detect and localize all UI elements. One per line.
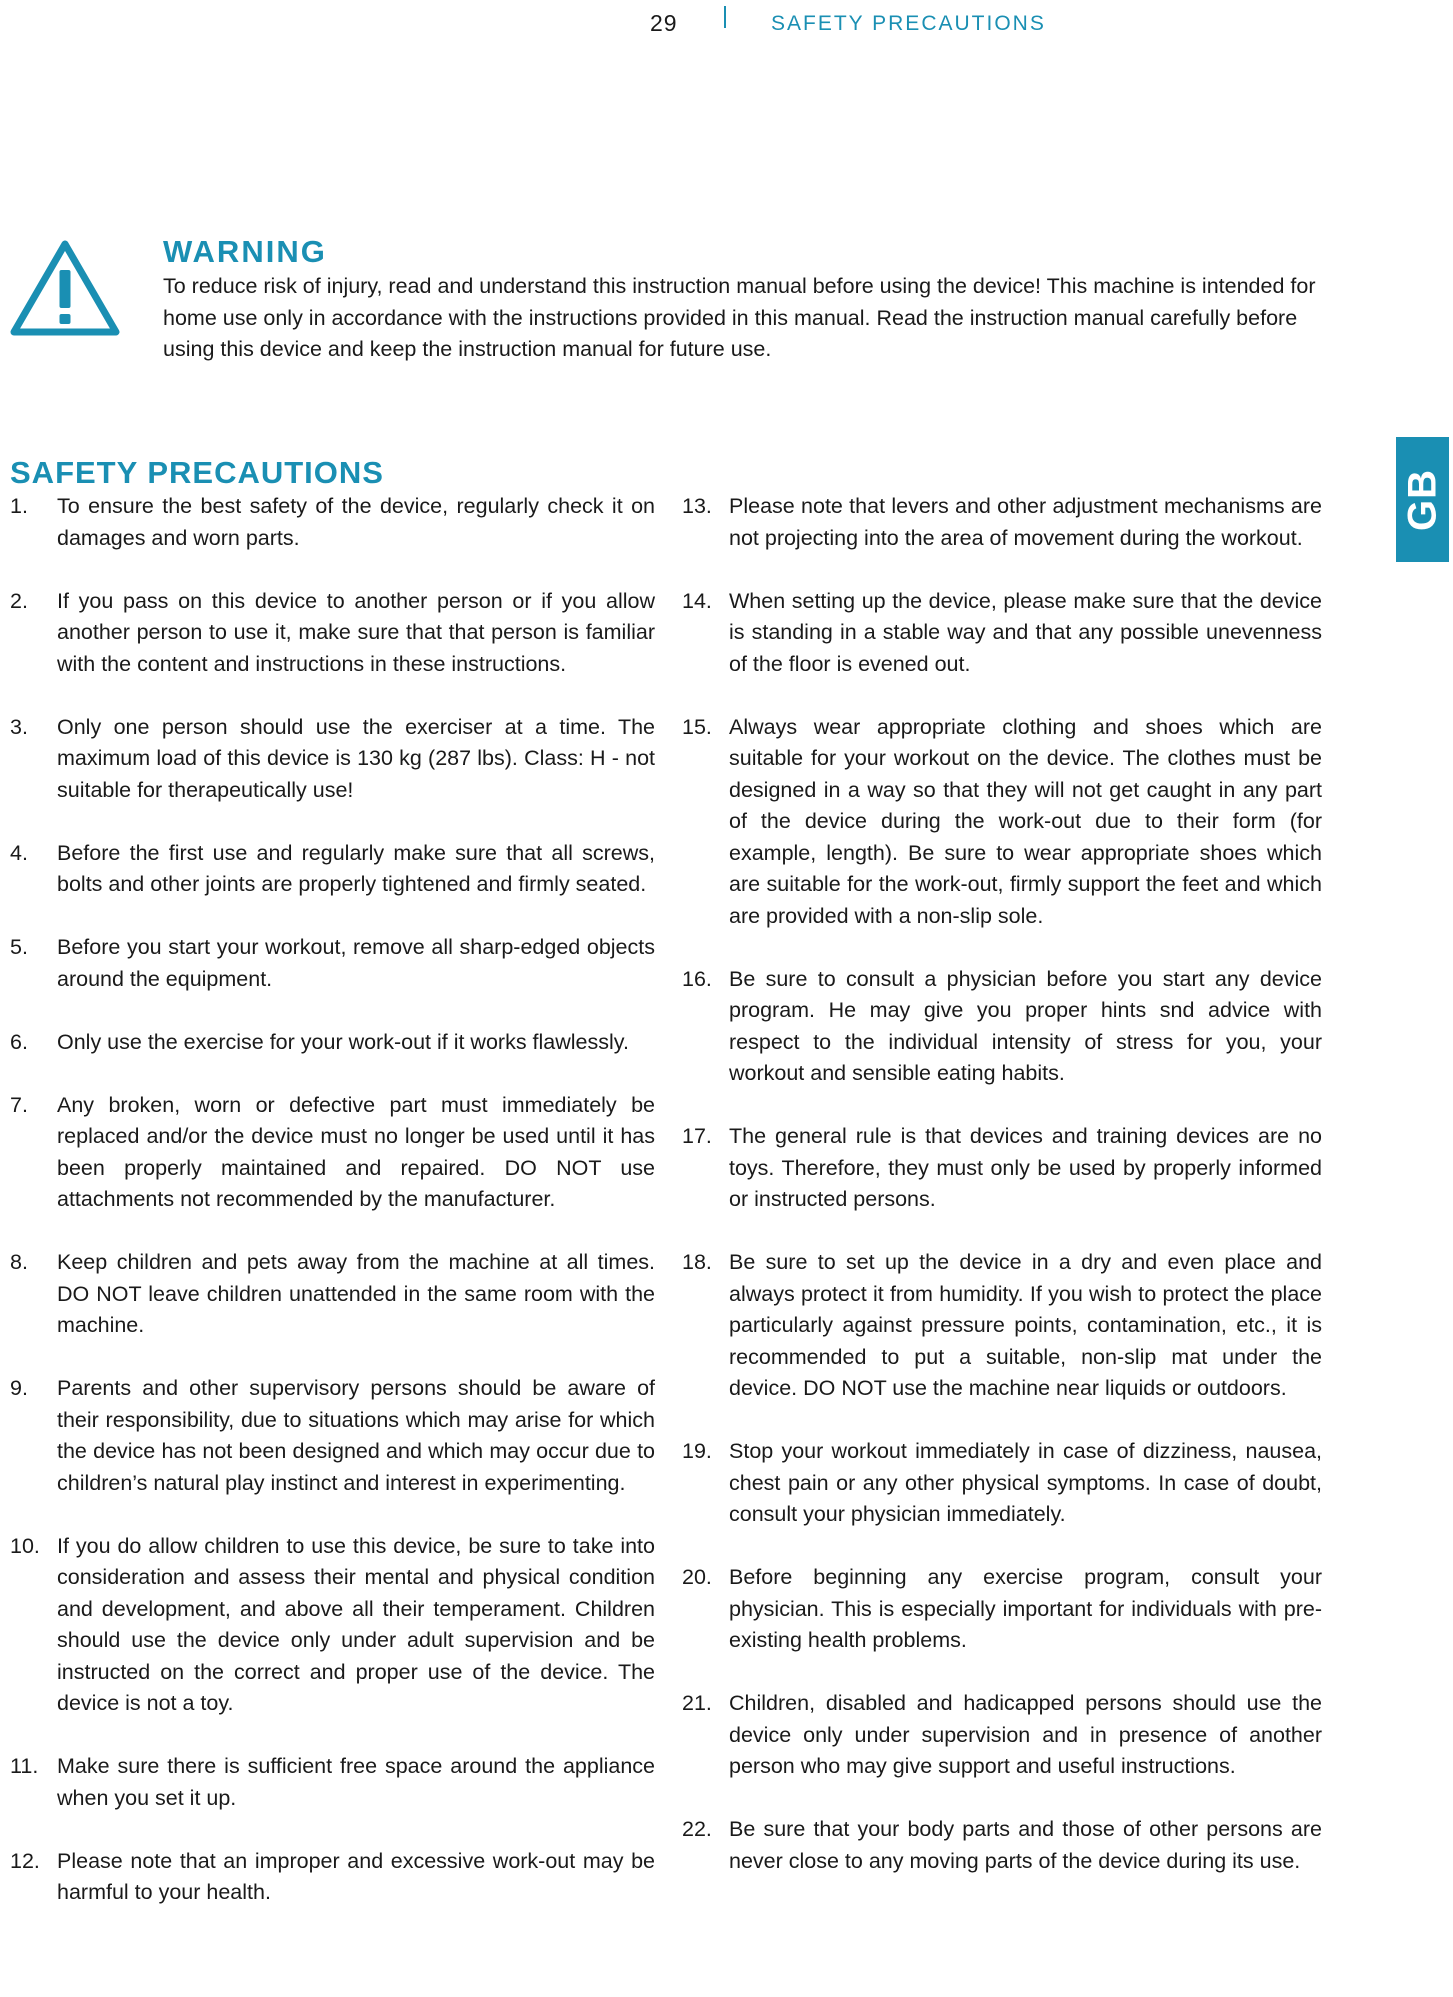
list-item (682, 1436, 1322, 1531)
list-item (682, 1562, 1322, 1657)
item-number: 6. (10, 1029, 28, 1054)
item-text: If you pass on this device to another person or if you allow another person to use it, make sure that that person is familiar with the content and instructions in these instructions. (57, 588, 655, 676)
item-text: Parents and other supervisory persons should be aware of their responsibility, due to situations which may arise for which the device has not been designed and which may occur due to children’s natural play instinct and interest in experimenting. (57, 1376, 655, 1495)
item-number: 12. (10, 1848, 40, 1873)
item-text: Keep children and pets away from the machine at all times. DO NOT leave children unattended in the same room with the machine. (57, 1250, 655, 1337)
item-number: 21. (682, 1691, 712, 1715)
item-number: 1. (10, 494, 28, 518)
list-item (10, 1846, 655, 1909)
item-text: Only use the exercise for your work-out if it works flawlessly. (57, 1029, 629, 1054)
list-item (10, 1090, 655, 1216)
item-text: Make sure there is sufficient free space around the appliance when you set it up. (57, 1754, 655, 1810)
header-divider (724, 6, 726, 28)
precautions-left-column (10, 491, 655, 1940)
item-number: 2. (10, 588, 28, 613)
item-number: 13. (682, 494, 712, 518)
running-title: SAFETY PRECAUTIONS (771, 12, 1046, 35)
language-tab-label: GB (1400, 468, 1444, 531)
item-number: 14. (682, 588, 712, 613)
item-number: 8. (10, 1250, 28, 1274)
item-number: 9. (10, 1376, 28, 1400)
list-item (10, 838, 655, 901)
item-number: 18. (682, 1250, 712, 1274)
list-item (10, 586, 655, 681)
language-tab (1396, 437, 1449, 562)
list-item (10, 1027, 655, 1059)
item-number: 3. (10, 714, 28, 739)
list-item (10, 1531, 655, 1720)
list-item (682, 1688, 1322, 1783)
list-item (10, 1751, 655, 1814)
item-text: Before the first use and regularly make sure that all screws, bolts and other joints are properly tightened and firmly seated. (57, 840, 655, 896)
item-text: Please note that an improper and excessive work-out may be harmful to your health. (57, 1848, 655, 1904)
item-text: Before you start your workout, remove all sharp-edged objects around the equipment. (57, 935, 655, 991)
item-number: 5. (10, 935, 28, 959)
page-header (0, 6, 1453, 38)
item-text: Any broken, worn or defective part must immediately be replaced and/or the device must no longer be used until it has been properly maintained and repaired. DO NOT use attachments not recommended by the manufacturer. (57, 1092, 655, 1211)
list-item (682, 491, 1322, 554)
list-item (682, 1247, 1322, 1405)
warning-triangle-icon (8, 238, 122, 338)
section-title: SAFETY PRECAUTIONS (10, 455, 384, 490)
item-number: 11. (10, 1754, 39, 1778)
list-item (682, 964, 1322, 1090)
item-text: Only one person should use the exerciser at a time. The maximum load of this device is 130 kg (287 lbs). Class: H - not suitable for therapeutically use! (57, 714, 655, 802)
list-item (10, 932, 655, 995)
item-text: Before beginning any exercise program, consult your physician. This is especially important for individuals with pre-existing health problems. (729, 1565, 1322, 1652)
warning-title: WARNING (163, 234, 327, 269)
item-text: Always wear appropriate clothing and shoes which are suitable for your workout on the device. The clothes must be designed in a way so that they will not get caught in any part of the device during the work-out due to their form (for example, length). Be sure to wear appropriate shoes which are suitable for the work-out, firmly support the feet and which are provided with a non-slip sole. (729, 714, 1322, 928)
item-text: The general rule is that devices and training devices are no toys. Therefore, they must only be used by properly informed or instructed persons. (729, 1124, 1322, 1211)
item-text: Be sure to set up the device in a dry and even place and always protect it from humidity. If you wish to protect the place particularly against pressure points, contamination, etc., it is recommended to put a suitable, non-slip mat under the device. DO NOT use the machine near liquids or outdoors. (729, 1250, 1322, 1400)
item-number: 17. (682, 1124, 712, 1148)
item-text: Be sure that your body parts and those of other persons are never close to any moving parts of the device during its use. (729, 1817, 1322, 1873)
item-text: Stop your workout immediately in case of dizziness, nausea, chest pain or any other physical symptoms. In case of doubt, consult your physician immediately. (729, 1439, 1322, 1526)
list-item (10, 712, 655, 807)
item-number: 4. (10, 840, 28, 865)
item-text: To ensure the best safety of the device, regularly check it on damages and worn parts. (57, 494, 655, 550)
list-item (682, 712, 1322, 933)
item-number: 22. (682, 1817, 712, 1841)
list-item (682, 1814, 1322, 1877)
item-number: 10. (10, 1533, 40, 1558)
warning-text: To reduce risk of injury, read and understand this instruction manual before using the device! This machine is intended for home use only in accordance with the instructions provided in this manual. Read the instruction manual carefully before using this device and keep the instruction manual for future use. (163, 274, 1316, 361)
page-number: 29 (650, 10, 678, 36)
list-item (10, 1247, 655, 1342)
list-item (682, 1121, 1322, 1216)
list-item (10, 491, 655, 554)
list-item (682, 586, 1322, 681)
precautions-right-column (682, 491, 1322, 1909)
item-text: Children, disabled and hadicapped persons should use the device only under supervision and in presence of another person who may give support and useful instructions. (729, 1691, 1322, 1778)
item-text: Be sure to consult a physician before you start any device program. He may give you proper hints snd advice with respect to the individual intensity of stress for you, your workout and sensible eating habits. (729, 966, 1322, 1085)
item-text: Please note that levers and other adjustment mechanisms are not projecting into the area of movement during the workout. (729, 494, 1322, 550)
item-number: 15. (682, 714, 712, 739)
list-item (10, 1373, 655, 1499)
item-number: 16. (682, 966, 712, 991)
item-text: If you do allow children to use this device, be sure to take into consideration and assess their mental and physical condition and development, and above all their temperament. Children should use the device only under adult supervision and be instructed on the correct and proper use of the device. The device is not a toy. (57, 1533, 655, 1715)
item-number: 20. (682, 1565, 712, 1589)
item-number: 7. (10, 1092, 28, 1117)
item-text: When setting up the device, please make sure that the device is standing in a stable way and that any possible unevenness of the floor is evened out. (729, 588, 1322, 676)
item-number: 19. (682, 1439, 712, 1463)
